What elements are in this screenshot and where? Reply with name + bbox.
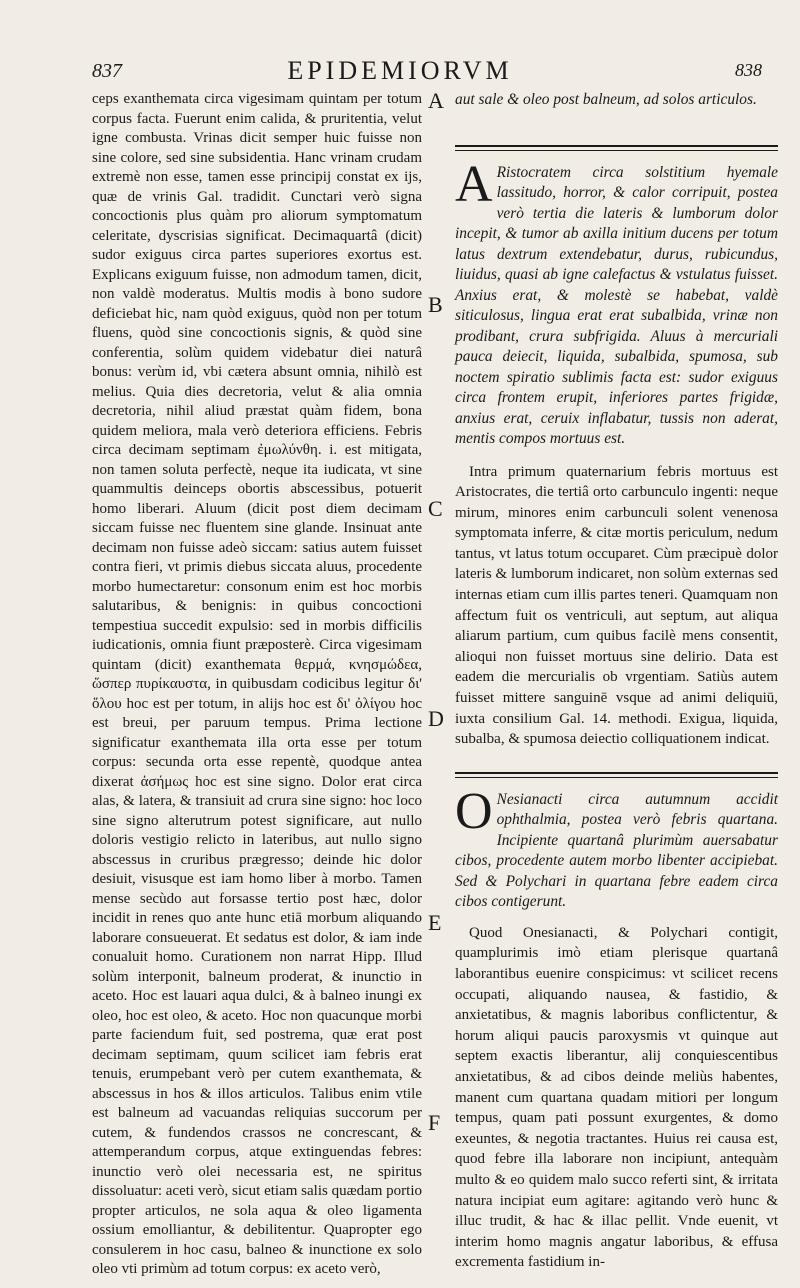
page-header: [0, 56, 800, 86]
page-number-right: 838: [735, 60, 762, 80]
margin-letter-b: B: [428, 292, 443, 317]
margin-letter-f: F: [428, 1110, 441, 1135]
running-title: EPIDEMIORVM: [287, 56, 513, 85]
right-column: [455, 90, 778, 1273]
left-column: [92, 90, 422, 1280]
margin-letter-c: C: [428, 496, 443, 521]
commentary-onesianax: Quod Onesianacti, & Polychari contigit, quamplurimis imò etiam plerisque quartanâ laborantibus euenire conspicimus: vt scilicet recens occupati, aliquando nausea, & fastidio, & anxietatibus, & magnis laboribus conflictentur, & horum aliqui paucis paroxysmis vt quinque aut septem exactis liberantur, alij conquiescentibus anxietatibus, & ad cibos deinde meliùs habentes, manent cum quartana quadam mitiori per longum tempus, quam pati possunt exurgentes, & domo exeuntes, & negotia tractantes. Huius rei causa est, quod febre illa laborare non incipiunt, antequàm multo & eo quidem malo succo referti sint, & irritata natura incipiat eum agitare: agitando verò hunc & illuc trudit, & hac & illac pellit. Vnde euenit, vt interim homo magnis angatur laboribus, & effusa excrementa fastidium in-: [455, 924, 778, 1271]
margin-letter-e: E: [428, 910, 442, 935]
commentary-aristocrates: Intra primum quaternarium febris mortuus est Aristocrates, die tertiâ orto carbunculo ingenti: neque mirum, minores enim carbunculi solent venenosa symptomata inferre, & citæ mortis periculum, nedum tantus, vt latus totum occuparet. Cùm præcipuè dolor lateris & lumborum indicaret, non solùm externas sed internas etiam cum illis partes teneri. Quamquam non affectum fuit os ventriculi, aut septum, aut aliqua aliarum partium, cum quibus facilè mens consentit, alioqui non fuisset mortuus sine delirio. Data est eadem die mercurialis ob vrgentiam. Satiùs autem fuisset mittere sanguinē vsque ad animi deliquiū, iuxta consilium Gal. 14. methodi. Exigua, liquida, subalba, & spumosa deiectio colliquationem indicat.: [455, 463, 778, 748]
drop-capital: A: [455, 155, 493, 213]
page-number-left: 837: [92, 60, 122, 82]
margin-letter-d: D: [428, 706, 444, 731]
drop-capital: O: [455, 782, 493, 840]
continuation-text: aut sale & oleo post balneum, ad solos articulos.: [455, 91, 757, 108]
commentary-paragraph: ceps exanthemata circa vigesimam quintam per totum corpus facta. Fuerunt enim calida, & pruritentia, velut igne combusta. Vrinas dicit semper huic fuisse non sine colore, sed sine subsidentia. Hanc vrinam crudam extremè non esse, tamen esse principij constat ex ijs, quæ de vrinis Gal. tradidit. Cunctari verò signa concoctionis plus quàm pro aliorum symptomatum celeritate, dyscrisias significat. Decimaquartâ (dicit) sudor exiguus circa partes superiores exortus est. Explicans exiguum fuisse, non admodum tamen, dicit, non valdè moderatus. Multis modis à bono sudore deficiebat hic, nam quòd exiguus, quòd non per totum fluens, quòd sine concoctionis signis, & quòd sine conferentia, solùm quidem videbatur diei naturâ bonus: verùm id, vbi cætera absunt omnia, nihilò est melius. Quia dies decretoria, velut & alia omnia decretoria, nihil aliud præstat quàm fidem, bona quidem meliora, mala verò deteriora efficiens. Febris circa decimam septimam ἐμωλύνθη. i. est mitigata, non tamen soluta perfectè, neque ita iudicata, vt sine quammultis deinceps obortis abscessibus, potuerit homo liberari. Aluum (dicit post diem decimam siccam fuisse nec fluentem sine glande. Insinuat ante decimam non fuisse adeò siccam: satius autem fuisset contra fieri, vt primis diebus siccata aluus, procedente morbo humectaretur: consonum enim est hoc morbis salutaribus, & benignis: in quibus concoctioni tempestiua succedit expulsio: sed in morbis difficilis iudicationis, omnia fiunt præposterè. Circa vigesimam quintam (dicit) exanthemata θερμά, κνησμώδεα, ὥσπερ πυρίκαυστα, in quibusdam codicibus legitur δι' ὅλου hoc est per totum, in alijs hoc est δι' ὀλίγου hoc est breui, per paruum tempus. Prima lectione significatur exanthemata illa orta esse per totum corpus: secunda orta esse repentè, quodque antea dixerat ἀσήμως hoc est sine signo. Dolor erat circa alas, & latera, & transiuit ad crura sine signo: hoc loco sine signo alterutrum potest significare, aut nullo doloris vestigio relicto in lateribus, aut nullo signo abscessus in cruribus prægresso; deinde hic dolor desiuit, visusque est iam homo liber à morbo. Tamen mense secùdo aut forsasse tertio post hæc, dolor incidit in renes quo ante hunc etiā morbum aliquando laborare consueuerat. Et sedatus est dolor, & iam inde conualuit homo. Curationem non narrat Hipp. Illud solùm interponit, balneum proderat, & inunctio in aceto. Hoc est lauari aqua dulci, & à balneo inungi ex oleo, hoc est oleo, & aceto. Hoc non quacunque morbi parte faciendum fuit, sed postrema, quæ erat post decimam septimam, quum scilicet iam febris erat tenuis, erumpebant verò per cutem exanthemata, & abscessus in hos & illos articulos. Talibus enim vtile est balneum ad vacuandas reliquias succorum per cutem, & fundendos crassos ne concrescant, & attemperandum corpus, atque extinguendas febres: inunctio verò olei necessaria est, ne spiritus dissoluatur: aceti verò, sicut etiam salis quædam portio propter articulos, ne sola aqua & oleo ligamenta ossium emolliantur, & debilitentur. Quapropter ego consulerem in hoc casu, balneo & inunctione ex solo oleo vti primùm ad totum corpus: ex aceto verò,: [92, 91, 422, 1277]
margin-letter-a: A: [428, 88, 444, 113]
case-onesianax-text: O Nesianacti circa autumnum accidit ophthalmia, postea verò febris quartana. Incipiente quartanâ plurimùm auersabatur cibos, procedente autem morbo libenter accipiebat. Sed & Polychari in quartana febre eadem circa cibos contigerunt.: [455, 782, 778, 911]
case-aristocrates-text: A Ristocratem circa solstitium hyemale lassitudo, horror, & calor corripuit, postea verò tertia die lateris & lumborum dolor incepit, & tumor ab axilla initium ducens per totum latus dextrum extendebatur, durus, rubicundus, liuidus, quasi ab igne calefactus & vstulatus fuisset. Anxius erat, & molestè se habebat, valdè siticulosus, lingua erat erat subalbida, vrinæ non prodibant, crura subfrigida. Aluus à mercuriali pauca deiecit, liquida, subalbida, spumosa, sub noctem spiratio sublimis facta est: sudor exiguus circa frontem erupit, inferiores partes frigidæ, anxius erat, ceruix inflabatur, tussis non aderat, mentis compos mortuus est.: [455, 155, 778, 447]
